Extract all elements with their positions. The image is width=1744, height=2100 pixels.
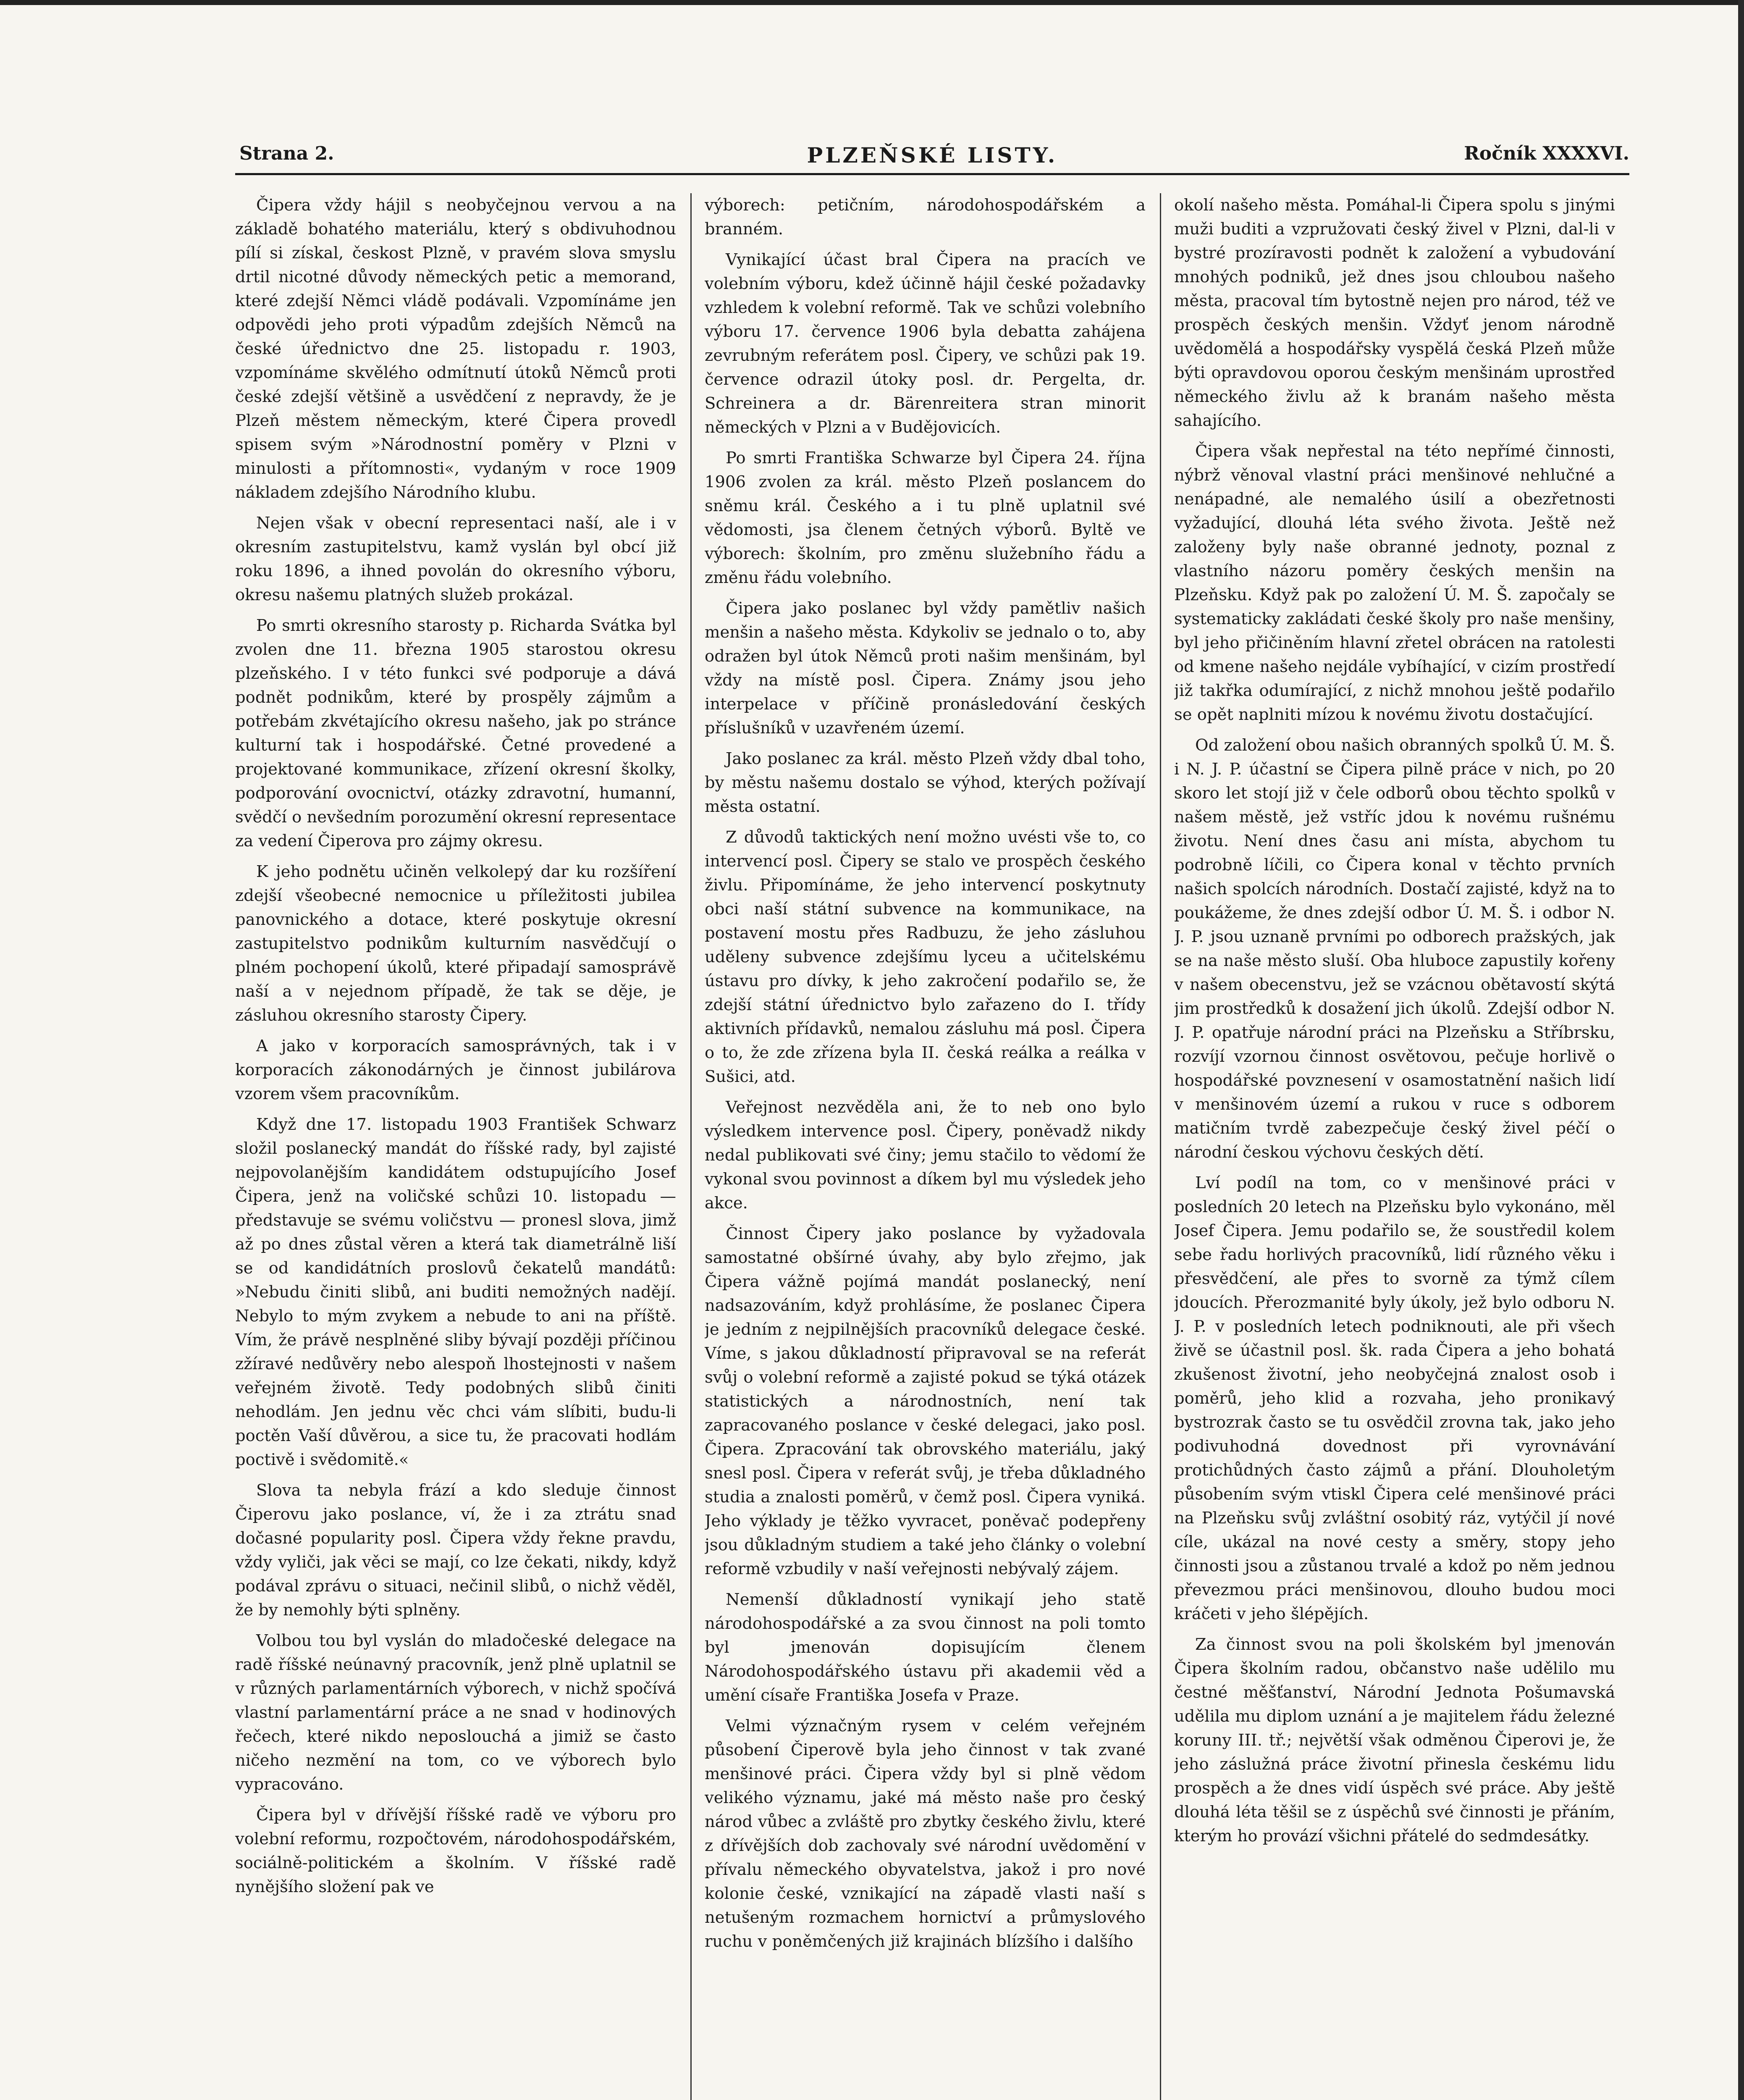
paragraph: Po smrti okresního starosty p. Richarda Svátka byl zvolen dne 11. března 1905 starostou okresu plzeňského. I v této funkci své podporuje a dává podnět podnikům, které by prospěly zájmům a potřebám zkvétajícího okresu našeho, jak po stránce kulturní tak i hospodářské. Četné provedené a projektované kommunikace, zřízení okresní školky, podporování ovocnictví, otázky zdravotní, humanní, svědčí o nevšedním porozumění okresní representace za vedení Čiperova pro zájmy okresu. [235,616,676,850]
scan-top-edge [0,0,1744,5]
paragraph: Od založení obou našich obranných spolků Ú. M. Š. i N. J. P. účastní se Čipera pilně práce v nich, po 20 skoro let stojí již v čele odborů obou těchto spolků v našem městě, jež vstříc jdou k novému rušnému životu. Není dnes času ani místa, abychom tu podrobně líčili, co Čipera konal v těchto prvních našich spolcích národních. Dostačí zajisté, když na to poukážeme, že dnes zdejší odbor Ú. M. Š. i odbor N. J. P. jsou uznaně prvními po odborech pražských, jak se na naše město sluší. Oba hluboce zapustily kořeny v našem obecenstvu, jež se vzácnou obětavostí skýtá jim prostředků k dosažení jich úkolů. Zdejší odbor N. J. P. opatřuje národní práci na Plzeňsku a Stříbrsku, rozvíjí vzornou činnost osvětovou, pečuje horlivě o hospodářské povznesení v osamostatnění našich lidí v menšinovém území a rukou v ruce s odborem matičním tvrdě zabezpečuje český živel péčí o národní českou výchovu českých dětí. [1174,736,1615,1162]
page-header [235,143,1629,172]
column-2 [705,193,1146,2100]
masthead-title: PLZEŇSKÉ LISTY. [807,143,1058,168]
paragraph: Veřejnost nezvěděla ani, že to neb ono bylo výsledkem intervence posl. Čipery, poněvadž nikdy nedal publikovati své činy; jemu stačilo to vědomí že vykonal svou povinnost a díkem byl mu výsledek jeho akce. [705,1098,1146,1213]
paragraph: Volbou tou byl vyslán do mladočeské delegace na radě říšské neúnavný pracovník, jenž plně uplatnil se v různých parlamentárních výborech, v nichž spočívá vlastní parlamentární práce a ne snad v hodinových řečech, které nikdo neposlouchá a jimiž se často ničeho nezmění na tom, co ve výborech bylo vypracováno. [235,1631,676,1794]
newspaper-page [235,126,1629,2100]
paragraph: Lví podíl na tom, co v menšinové práci v posledních 20 letech na Plzeňsku bylo vykonáno, měl Josef Čipera. Jemu podařilo se, že soustředil kolem sebe řadu horlivých pracovníků, lidí různého věku i přesvědčení, ale přes to svorně za týmž cílem jdoucích. Přerozmanité byly úkoly, jež bylo odboru N. J. P. v posledních letech podniknouti, ale při všech živě se účastnil posl. šk. rada Čipera a jeho bohatá zkušenost životní, jeho neobyčejná znalost osob i poměrů, jeho klid a rozvaha, jeho pronikavý bystrozrak často se tu osvědčil zrovna tak, jako jeho podivuhodná dovednost při vyrovnávání protichůdných často zájmů a přání. Dlouholetým působením svým vtiskl Čipera celé menšinové práci na Plzeňsku svůj zvláštní osobitý ráz, vytýčil jí nové cíle, ukázal na nové cesty a směry, stopy jeho činnosti jsou a zůstanou trvalé a kdož po něm jednou převezmou práci menšinovou, dlouho budou moci kráčeti v jeho šlépějích. [1174,1173,1615,1623]
header-rule [235,173,1629,175]
paragraph: Čipera byl v dřívější říšské radě ve výboru pro volební reformu, rozpočtovém, národohospodářském, sociálně-politickém a školním. V říšské radě nynějšího složení pak ve [235,1806,676,1896]
scan-right-edge [1738,0,1744,2100]
column-3 [1174,193,1615,2100]
paragraph: Velmi význačným rysem v celém veřejném působení Čiperově byla jeho činnost v tak zvané menšinové práci. Čipera vždy byl si plně vědom velikého významu, jaké má město naše pro český národ vůbec a zvláště pro zbytky českého živlu, které z dřívějších dob zachovaly své národní uvědomění v přívalu německého obyvatelstva, jakož i pro nové kolonie české, vznikající na západě vlasti naší s netušeným rozmachem hornictví a průmyslového ruchu v poněmčených již krajinách blízšího i dalšího [705,1717,1146,1951]
paragraph: Nemenší důkladností vynikají jeho statě národohospodářské a za svou činnost na poli tomto byl jmenován dopisujícím členem Národohospodářského ústavu při akademii věd a umění císaře Františka Josefa v Praze. [705,1590,1146,1705]
paragraph: Slova ta nebyla frází a kdo sleduje činnost Čiperovu jako poslance, ví, že i za ztrátu snad dočasné popularity posl. Čipera vždy řekne pravdu, vždy vyliči, jak věci se mají, co lze čekati, nikdy, když podával zprávu o situaci, nečinil slibů, o nichž věděl, že by nemohly býti splněny. [235,1481,676,1620]
page-number: Strana 2. [239,143,334,164]
paragraph: Po smrti Františka Schwarze byl Čipera 24. října 1906 zvolen za král. město Plzeň poslancem do sněmu král. Českého a i tu plně uplatnil své vědomosti, jsa členem četných výborů. Byltě ve výborech: školním, pro změnu služebního řádu a změnu řádu volebního. [705,449,1146,587]
paragraph: Když dne 17. listopadu 1903 František Schwarz složil poslanecký mandát do říšské rady, byl zajisté nejpovolanějším kandidátem odstupujícího Josef Čipera, jenž na voličské schůzi 10. listopadu — představuje se svému voličstvu — pronesl slova, jimž až po dnes zůstal věren a která tak diametrálně liší se od kandidátních proslovů čekatelů mandátů: »Nebudu činiti slibů, ani buditi nemožných nadějí. Nebylo to mým zvykem a nebude to ani na příště. Vím, že právě nesplněné sliby bývají později příčinou zžíravé nedůvěry nebo alespoň lhostejnosti v našem veřejném životě. Tedy podobných slibů činiti nehodlám. Jen jednu věc chci vám slíbiti, budu-li poctěn Vaší důvěrou, a sice tu, že pracovati hodlám poctivě i svědomitě.« [235,1115,676,1469]
paragraph: Čipera jako poslanec byl vždy pamětliv našich menšin a našeho města. Kdykoliv se jednalo o to, aby odražen byl útok Němců proti našim menšinám, byl vždy na místě posl. Čipera. Známy jsou jeho interpelace v příčině pronásledování českých příslušníků v uzavřeném území. [705,599,1146,738]
column-divider [690,193,692,2100]
paragraph: K jeho podnětu učiněn velkolepý dar ku rozšíření zdejší všeobecné nemocnice u příležitosti jubilea panovnického a dotace, které poskytuje okresní zastupitelstvo podnikům kulturním nasvědčují o plném pochopení úkolů, které připadají samosprávě naší a v nejednom případě, že tak se děje, je zásluhou okresního starosty Čipery. [235,862,676,1025]
paragraph: Vynikající účast bral Čipera na pracích ve volebním výboru, kdež účinně hájil české požadavky vzhledem k volební reformě. Tak ve schůzi volebního výboru 17. července 1906 byla debatta zahájena zevrubným referátem posl. Čipery, ve schůzi pak 19. července odrazil útoky posl. dr. Pergelta, dr. Schreinera a dr. Bärenreitera stran minorit německých v Plzni a v Budějovicích. [705,250,1146,437]
paragraph: Jako poslanec za král. město Plzeň vždy dbal toho, by městu našemu dostalo se výhod, kterých požívají města ostatní. [705,749,1146,816]
paragraph: okolí našeho města. Pomáhal-li Čipera spolu s jinými muži buditi a vzpružovati český živel v Plzni, dal-li v bystré prozíravosti podnět k založení a vybudování mnohých podniků, jež dnes jsou chloubou našeho města, pracoval tím bytostně nejen pro národ, též ve prospěch českých menšin. Vždyť jenom národně uvědomělá a hospodářsky vyspělá česká Plzeň může býti opravdovou oporou českým menšinám uprostřed německého živlu až k branám našeho města sahajícího. [1174,196,1615,430]
paragraph: Za činnost svou na poli školském byl jmenován Čipera školním radou, občanstvo naše udělilo mu čestné měšťanství, Národní Jednota Pošumavská udělila mu diplom uznání a je majitelem řádu železné koruny III. tř.; největší však odměnou Čiperovi je, že jeho záslužná práce životní přinesla českému lidu prospěch a že dnes vidí úspěch své práce. Aby ještě dlouhá léta těšil se z úspěchů své činnosti je přáním, kterým ho provází všichni přátelé do sedmdesátky. [1174,1635,1615,1845]
column-1 [235,193,676,2100]
paragraph: A jako v korporacích samosprávných, tak i v korporacích zákonodárných je činnost jubilárova vzorem všem pracovníkům. [235,1037,676,1103]
paragraph: Čipera vždy hájil s neobyčejnou vervou a na základě bohatého materiálu, který s obdivuhodnou pílí si získal, českost Plzně, v pravém slova smyslu drtil nicotné důvody německých petic a memorand, které zdejší Němci vládě podávali. Vzpomínáme jen odpovědi jeho proti výpadům zdejších Němců na české úřednictvo dne 25. listopadu r. 1903, vzpomínáme skvělého odmítnutí útoků Němců proti české zdejší většině a usvědčení z nepravdy, že je Plzeň městem německým, které Čipera provedl spisem svým »Národnostní poměry v Plzni v minulosti a přítomnosti«, vydaným v roce 1909 nákladem zdejšího Národního klubu. [235,196,676,502]
column-divider [1160,193,1161,2100]
volume-label: Ročník XXXXVI. [1464,143,1629,164]
paragraph: výborech: petičním, národohospodářském a branném. [705,196,1146,239]
paragraph: Čipera však nepřestal na této nepřímé činnosti, nýbrž věnoval vlastní práci menšinové nehlučné a nenápadné, ale nemalého úsilí a obezřetnosti vyžadující, dlouhá léta svého života. Ještě než založeny byly naše obranné jednoty, poznal z vlastního názoru poměry českých menšin na Plzeňsku. Když pak po založení Ú. M. Š. započaly se systematicky zakládati české školy pro naše menšiny, byl jeho přičiněním hlavní zřetel obrácen na ratolesti od kmene našeho nejdále vybíhající, v cizím prostředí již takřka odumírající, z nichž mnohou ještě podařilo se opět naplniti mízou k novému životu dostačující. [1174,442,1615,724]
paragraph: Z důvodů taktických není možno uvésti vše to, co intervencí posl. Čipery se stalo ve prospěch českého živlu. Připomínáme, že jeho intervencí poskytnuty obci naší státní subvence na kommunikace, na postavení mostu přes Radbuzu, že jeho zásluhou uděleny subvence zdejšímu lyceu a učitelskému ústavu pro dívky, k jeho zakročení podařilo se, že zdejší státní úřednictvo bylo zařazeno do I. třídy aktivních přídavků, nemalou zásluhu má posl. Čipera o to, že zde zřízena byla II. česká reálka a reálka v Sušici, atd. [705,828,1146,1086]
paragraph: Nejen však v obecní representaci naší, ale i v okresním zastupitelstvu, kamž vyslán byl obcí již roku 1896, a ihned povolán do okresního výboru, okresu našemu platných služeb prokázal. [235,514,676,604]
paragraph: Činnost Čipery jako poslance by vyžadovala samostatné obšírné úvahy, aby bylo zřejmo, jak Čipera vážně pojímá mandát poslanecký, není nadsazováním, když prohlásíme, že poslanec Čipera je jedním z nejpilnějších pracovníků delegace české. Víme, s jakou důkladností připravoval se na referát svůj o volební reformě a zajisté pokud se týká otázek statistických a národnostních, není tak zapracovaného poslance v české delegaci, jako posl. Čipera. Zpracování tak obrovského materiálu, jaký snesl posl. Čipera v referát svůj, je třeba důkladného studia a znalosti poměrů, v čemž posl. Čipera vyniká. Jeho výklady je těžko vyvracet, poněvač podepřeny jsou důkladným studiem a také jeho články o volební reformě vzbudily v naší veřejnosti nebývalý zájem. [705,1224,1146,1578]
